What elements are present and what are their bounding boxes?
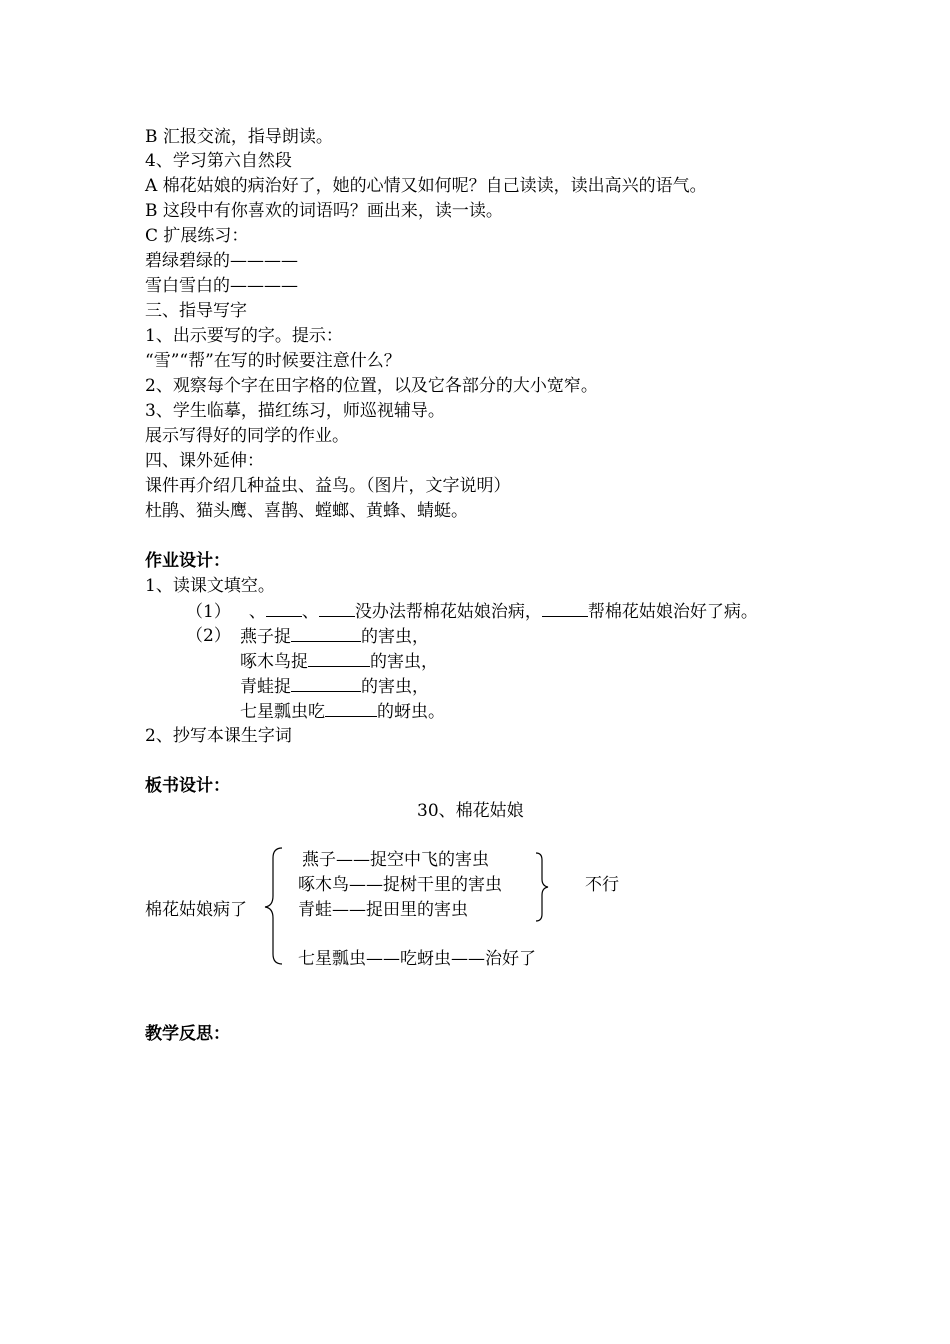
board-result-not-working: 不行: [585, 875, 619, 895]
board-title: 30、棉花姑娘: [417, 801, 524, 821]
fill-blank: [319, 601, 355, 617]
line-suffix: 的害虫，: [370, 652, 438, 672]
process-line-3: A 棉花姑娘的病治好了，她的心情又如何呢？自己读读，读出高兴的语气。: [145, 176, 707, 196]
board-ladybug-line: 七星瓢虫——吃蚜虫——治好了: [298, 949, 536, 969]
line-suffix: 的蚜虫。: [377, 702, 445, 722]
question-text: 没办法帮棉花姑娘治病，: [354, 602, 542, 622]
fill-blank-line-swallow: [240, 626, 429, 647]
question-number: （1）: [186, 602, 231, 622]
fill-blank: [542, 601, 588, 617]
line-prefix: 燕子捉: [240, 627, 291, 647]
process-line-15: 课件再介绍几种益虫、益鸟。（图片，文字说明）: [145, 476, 511, 496]
fill-blank: [266, 601, 302, 617]
process-line-7: 雪白雪白的————: [145, 276, 298, 296]
fill-blank-line-woodpecker: [240, 651, 438, 672]
fill-blank-line-ladybug: [240, 701, 445, 722]
homework-item-1: 1、读课文填空。: [145, 576, 275, 596]
process-line-16: 杜鹃、猫头鹰、喜鹊、螳螂、黄蜂、蜻蜓。: [145, 501, 468, 521]
reflection-heading: 教学反思：: [145, 1024, 230, 1044]
board-heading: 板书设计：: [145, 776, 230, 796]
question-text: 帮棉花姑娘治好了病。: [587, 602, 758, 622]
process-line-13: 展示写得好的同学的作业。: [145, 426, 349, 446]
board-frog-line: 青蛙——捉田里的害虫: [298, 900, 468, 920]
board-swallow-line: 燕子——捉空中飞的害虫: [302, 850, 489, 870]
line-prefix: 七星瓢虫吃: [240, 702, 325, 722]
line-suffix: 的害虫，: [361, 627, 429, 647]
fill-blank-line-frog: [240, 676, 429, 697]
line-prefix: 青蛙捉: [240, 677, 291, 697]
line-suffix: 的害虫，: [361, 677, 429, 697]
process-line-6: 碧绿碧绿的————: [145, 251, 298, 271]
separator: 、: [248, 602, 266, 622]
process-line-11: 2、观察每个字在田字格的位置，以及它各部分的大小宽窄。: [145, 376, 598, 396]
line-prefix: 啄木鸟捉: [240, 652, 308, 672]
process-line-4: B 这段中有你喜欢的词语吗？画出来，读一读。: [145, 201, 503, 221]
fill-blank: [291, 676, 361, 692]
homework-heading: 作业设计：: [145, 551, 230, 571]
process-line-2: 4、学习第六自然段: [145, 151, 292, 171]
process-line-14: 四、课外延伸：: [145, 451, 264, 471]
fill-blank: [325, 701, 377, 717]
fill-blank: [308, 651, 370, 667]
right-brace-icon: [534, 851, 554, 923]
process-line-12: 3、学生临摹，描红练习，师巡视辅导。: [145, 401, 445, 421]
homework-item-2: 2、抄写本课生字词: [145, 726, 292, 746]
fill-blank-question-1: [186, 601, 758, 622]
question-number-2: （2）: [186, 626, 231, 646]
separator: 、: [301, 602, 319, 622]
process-line-10: “雪”“帮”在写的时候要注意什么？: [145, 351, 401, 371]
left-brace-icon: [262, 846, 286, 966]
board-woodpecker-line: 啄木鸟——捉树干里的害虫: [298, 875, 502, 895]
process-line-5: C 扩展练习：: [145, 226, 249, 246]
board-left-label: 棉花姑娘病了: [145, 900, 247, 920]
process-line-1: B 汇报交流，指导朗读。: [145, 127, 333, 147]
fill-blank: [291, 626, 361, 642]
process-line-9: 1、出示要写的字。提示：: [145, 326, 343, 346]
process-line-8: 三、指导写字: [145, 301, 247, 321]
